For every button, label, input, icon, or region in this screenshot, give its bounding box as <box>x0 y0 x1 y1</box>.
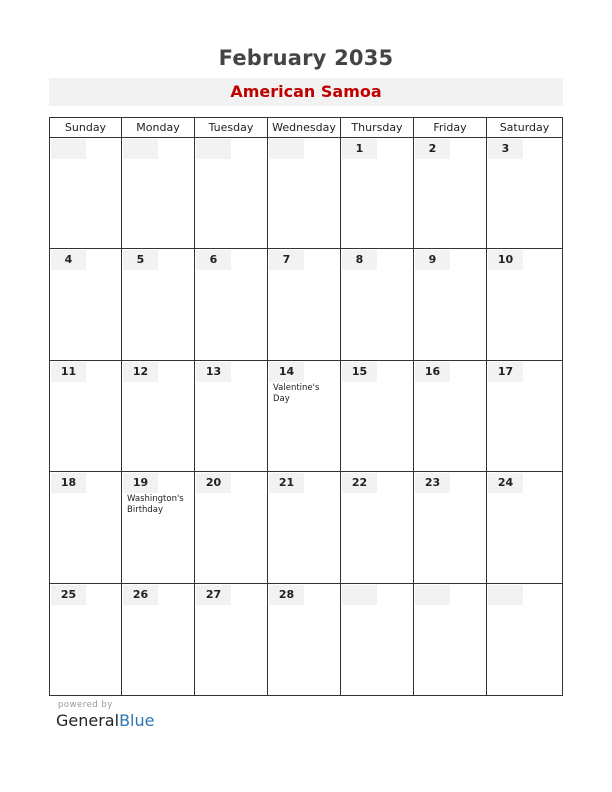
day-number: 20 <box>196 473 231 493</box>
day-cell <box>487 249 562 360</box>
day-number: 2 <box>415 139 450 159</box>
weekday-header-monday: Monday <box>122 118 195 138</box>
weekday-header-wednesday: Wednesday <box>268 118 341 138</box>
day-cell <box>341 138 414 249</box>
day-number: 19 <box>123 473 158 493</box>
empty-day-badge <box>415 585 450 605</box>
day-number: 8 <box>342 250 377 270</box>
day-cell <box>50 584 122 695</box>
day-cell <box>341 472 414 583</box>
day-number: 1 <box>342 139 377 159</box>
day-cell <box>268 584 341 695</box>
day-number: 17 <box>488 362 523 382</box>
day-cell <box>487 584 562 695</box>
day-cell <box>195 584 268 695</box>
empty-day-badge <box>269 139 304 159</box>
day-cell <box>50 472 122 583</box>
brand-blue: Blue <box>119 711 155 730</box>
day-cell <box>268 361 341 472</box>
empty-day-badge <box>196 139 231 159</box>
day-cell <box>341 249 414 360</box>
day-cell <box>414 138 487 249</box>
day-number: 21 <box>269 473 304 493</box>
day-number: 27 <box>196 585 231 605</box>
weekday-header-thursday: Thursday <box>341 118 414 138</box>
day-cell <box>414 361 487 472</box>
day-number: 7 <box>269 250 304 270</box>
weekday-header-saturday: Saturday <box>487 118 562 138</box>
generalblue-logo[interactable] <box>56 711 154 730</box>
day-cell <box>122 472 195 583</box>
footer <box>56 700 154 730</box>
country-banner <box>49 78 563 106</box>
page-title: February 2035 <box>218 46 394 70</box>
day-number: 23 <box>415 473 450 493</box>
day-cell <box>268 138 341 249</box>
empty-day-badge <box>488 585 523 605</box>
holiday-label: Washington's Birthday <box>127 494 184 516</box>
day-number: 18 <box>51 473 86 493</box>
holiday-label: Valentine's Day <box>273 382 320 404</box>
day-cell <box>195 361 268 472</box>
day-cell <box>268 472 341 583</box>
day-cell <box>195 472 268 583</box>
day-number: 6 <box>196 250 231 270</box>
day-number: 26 <box>123 585 158 605</box>
day-cell <box>341 584 414 695</box>
day-cell <box>414 249 487 360</box>
day-cell <box>50 249 122 360</box>
brand-general: General <box>56 711 120 730</box>
day-cell <box>122 584 195 695</box>
weekday-header-sunday: Sunday <box>50 118 122 138</box>
day-number: 24 <box>488 473 523 493</box>
day-cell <box>50 361 122 472</box>
day-number: 11 <box>51 362 86 382</box>
day-cell <box>487 138 562 249</box>
day-cell <box>122 361 195 472</box>
day-number: 12 <box>123 362 158 382</box>
day-cell <box>195 138 268 249</box>
empty-day-badge <box>123 139 158 159</box>
day-number: 16 <box>415 362 450 382</box>
powered-by-label: powered by <box>58 700 113 710</box>
day-cell <box>414 472 487 583</box>
day-number: 10 <box>488 250 523 270</box>
day-cell <box>122 138 195 249</box>
day-number: 4 <box>51 250 86 270</box>
day-number: 3 <box>488 139 523 159</box>
country-name: American Samoa <box>230 82 382 101</box>
day-cell <box>122 249 195 360</box>
day-number: 14 <box>269 362 304 382</box>
day-number: 22 <box>342 473 377 493</box>
day-number: 15 <box>342 362 377 382</box>
day-cell <box>414 584 487 695</box>
day-number: 9 <box>415 250 450 270</box>
empty-day-badge <box>51 139 86 159</box>
empty-day-badge <box>342 585 377 605</box>
day-cell <box>341 361 414 472</box>
day-number: 28 <box>269 585 304 605</box>
day-cell <box>487 361 562 472</box>
day-number: 25 <box>51 585 86 605</box>
day-cell <box>195 249 268 360</box>
weekday-header-tuesday: Tuesday <box>195 118 268 138</box>
day-cell <box>268 249 341 360</box>
day-cell <box>50 138 122 249</box>
day-number: 5 <box>123 250 158 270</box>
calendar-grid <box>49 117 563 696</box>
day-cell <box>487 472 562 583</box>
day-number: 13 <box>196 362 231 382</box>
weekday-header-friday: Friday <box>414 118 487 138</box>
